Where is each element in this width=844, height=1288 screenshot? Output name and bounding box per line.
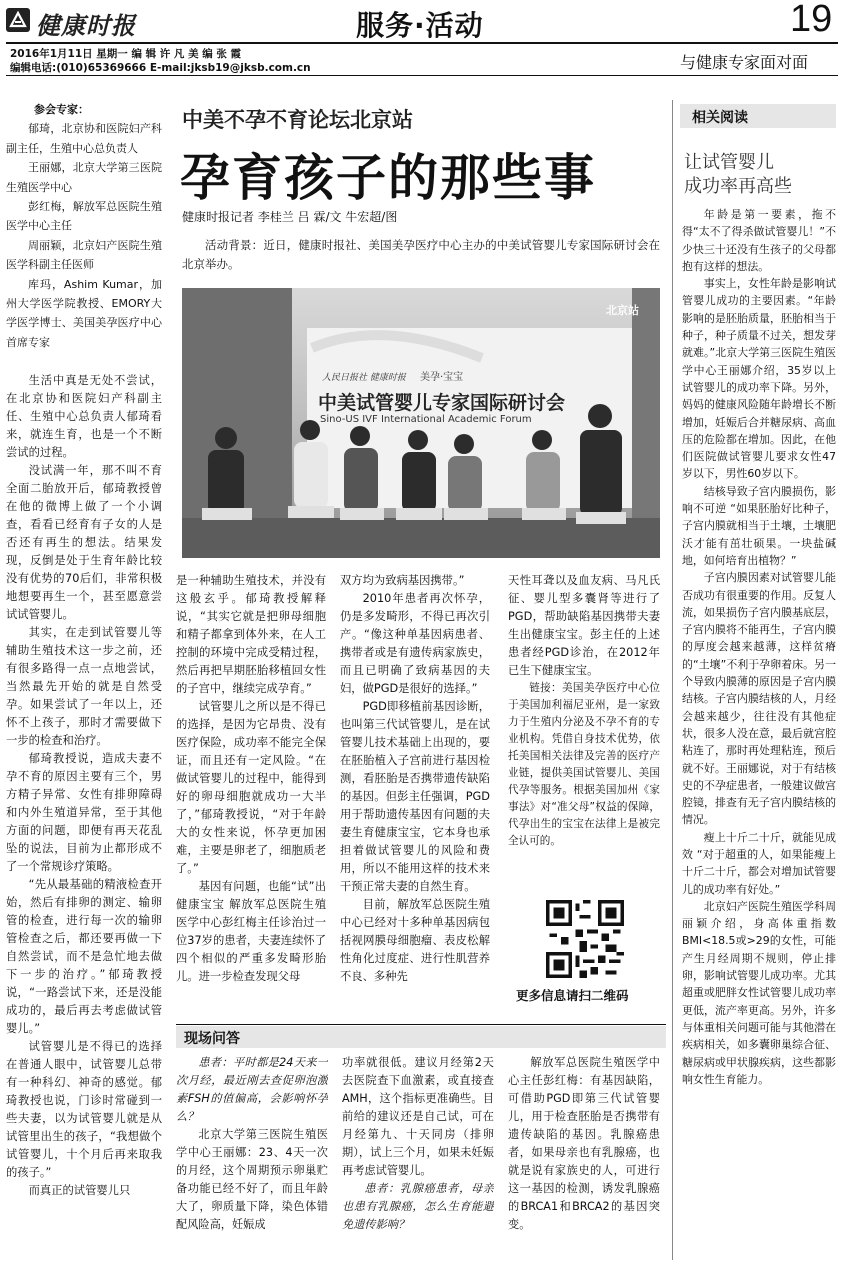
article-byline: 健康时报记者 李桂兰 吕 霖/文 牛宏超/图 xyxy=(182,210,398,224)
sidebar-title-line-1: 让试管婴儿 xyxy=(684,152,774,173)
masthead-info-contact: 编辑电话:(010)65369666 E-mail:jksb19@jksb.com.cn xyxy=(10,62,311,74)
experts-box xyxy=(6,100,162,360)
forum-photo xyxy=(182,288,660,558)
qr-caption: 更多信息请扫二维码 xyxy=(516,988,629,1003)
qa-column-2: 功率就很低。建议月经第2天去医院查下血激素，或直接查AMH，这个指标更准确些。目前给的建议还是自己试，可在月经第九、十天同房（排卵期），试上三个月，如果未妊娠再考虑试管婴儿。 患者：乳腺癌患者，母亲也患有乳腺癌，怎么生育能避免遗传影响？ xyxy=(342,1056,494,1231)
expert-entry: 库玛，Ashim Kumar，加州大学医学院教授、EMORY大学医学博士、美国美孕医疗中心首席专家 xyxy=(6,277,162,349)
photo-logo-2: 美孕·宝宝 xyxy=(420,372,464,383)
article-kicker: 中美不孕不育论坛北京站 xyxy=(182,108,413,132)
photo-banner-cn: 中美试管婴儿专家国际研讨会 xyxy=(318,392,566,414)
photo-banner-en: Sino-US IVF International Academic Forum xyxy=(320,414,532,425)
link-note: 链接：美国美孕医疗中心位于美国加利福尼亚州，是一家致力于生殖内分泌及不孕不育的专业机构。凭借自身技术优势，依托美国相关法律及完善的医疗产业链，提供美国试管婴儿、美国代孕等服务。根据美国加州《家事法》对“准父母”权益的保障，代孕出生的宝宝在法律上是被完全认可的。 xyxy=(508,682,660,847)
expert-entry: 郁琦，北京协和医院妇产科副主任，生殖中心总负责人 xyxy=(6,122,162,155)
section-title: 服务·活动 xyxy=(356,9,484,42)
photo-logo-1: 人民日报社 健康时报 xyxy=(322,373,406,383)
qa-column-1: 患者：平时都是24天来一次月经，最近刚去查促卵泡激素FSH的值偏高，会影响怀孕么？ 北京大学第三医院生殖医学中心王丽娜：23、4天一次的月经，这个周期预示卵巢贮备功能已经不好了，而且年龄大了，卵质量下降，染色体错配风险高，妊娠成 xyxy=(176,1056,328,1231)
body-column-4: 天性耳聋以及血友病、马凡氏征、婴儿型多囊肾等进行了PGD，帮助缺陷基因携带夫妻生出健康宝宝。彭主任的上述患者经PGD诊治，在2012年已生下健康宝宝。 链接：美国美孕医疗中心位于美国加利福尼亚州，是一家致力于生殖内分泌及不孕不育的专业机构。凭借自身技术优势，依托美国相关法律及完善的医疗产业链，提供美国试管婴儿、美国代孕等服务。根据美国加州《家事法》对“准父母”权益的保障，代孕出生的宝宝在法律上是被完全认可的。 xyxy=(508,572,660,872)
experts-title: 参会专家： xyxy=(34,103,89,116)
qr-code-icon xyxy=(546,900,624,978)
sidebar-label: 相关阅读 xyxy=(692,110,748,126)
photo-corner-text: 北京站 xyxy=(606,304,639,317)
expert-entry: 彭红梅，解放军总医院生殖医学中心主任 xyxy=(6,200,162,233)
sidebar-label-box xyxy=(680,104,836,128)
body-column-2: 是一种辅助生殖技术，并没有这般玄乎。郁琦教授解释说，“其实它就是把卵母细胞和精子都拿到体外来，在人工控制的环境中完成受精过程，然后再把早期胚胎移植回女性的子宫中，继续完成孕育。” 试管婴儿之所以是不得已的选择，是因为它昂贵、没有医疗保险，成功率不能完全保证，而且还有一定风险。“在做试管婴儿的过程中，能得到好的卵母细胞就成功一大半了，”郁琦教授说，“对于年龄大的女性来说，怀孕更加困难，主要是卵老了，细胞质老了。” 基因有问题，也能“试”出健康宝宝 解放军总医院生殖医学中心彭红梅主任诊治过一位37岁的患者，夫妻连续怀了四个相似的严重多发畸形胎儿。进一步检查发现父母 xyxy=(176,574,326,983)
article-lead: 活动背景：近日，健康时报社、美国美孕医疗中心主办的中美试管婴儿专家国际研讨会在北京举办。 xyxy=(182,238,660,271)
sidebar-body: 年龄是第一要素，拖不得“太不了得杀做试管婴儿！”不少快三十还没有生孩子的父母都抱有这样的想法。 事实上，女性年龄是影响试管婴儿成功的主要因素。“年龄影响的是胚胎质量，胚胎相当于种子，种子质量不过关，想发芽就难。”北京大学第三医院生殖医学中心王丽娜介绍，35岁以上试管婴儿的成功率下降。另外，妈妈的健康风险随年龄增长不断增加，妊娠后合并糖尿病、高血压的危险都在增加。因此，在他们医院做试管婴儿要求女性47岁以下，男性60岁以下。 结核导致子宫内膜损伤，影响不可逆 “如果胚胎好比种子，子宫内膜就相当于土壤，土壤肥沃才能有茁壮硕果。一块盐碱地，如何培育出植物？” 子宫内膜因素对试管婴儿能否成功有很重要的作用。反复人流，如果损伤子宫内膜基底层，子宫内膜将不能再生，子宫内膜的厚度会越来越薄，这样贫瘠的“土壤”不利于孕卵着床。另一个导致内膜薄的原因是子宫内膜结核。子宫内膜结核的人，月经会越来越少，往往没有其他症状，很多人没在意，最后就宫腔粘连了，那时再处理粘连，预后就不好。王丽娜说，对于有结核史的不孕症患者，一般建议做宫腔镜，排查有无子宫内膜结核的情况。 瘦上十斤二十斤，就能见成效 “对于超重的人，如果能瘦上十斤二十斤，都会对增加试管婴儿的成功率有好处。” 北京妇产医院生殖医学科周丽颖介绍，身高体重指数BMI<18.5或>29的女性，可能产生月经周期不规则，停止排卵，影响试管婴儿成功率。尤其超重或肥胖女性试管婴儿成功率更低，流产率更高。另外，许多与体重相关问题可能与其他潜在疾病相关，如多囊卵巢综合征、糖尿病或甲状腺疾病，这些都影响女性生育能力。 xyxy=(682,208,836,1086)
masthead-info-date: 2016年1月11日 星期一 编 辑 许 凡 美 编 张 霞 xyxy=(10,48,242,60)
article-headline: 孕育孩子的那些事 xyxy=(180,148,596,207)
column-name: 与健康专家面对面 xyxy=(680,53,809,72)
page-number: 19 xyxy=(790,0,833,40)
qa-top-rule xyxy=(176,1024,666,1025)
sidebar-divider xyxy=(672,100,673,1260)
masthead-rule xyxy=(6,42,838,44)
qa-title-box xyxy=(176,1026,666,1048)
body-column-3: 双方均为致病基因携带。” 2010年患者再次怀孕，仍是多发畸形，不得已再次引产。“像这种单基因病患者、携带者或是有遗传病家族史，而且已明确了致病基因的夫妇，做PGD是很好的选择。” PGD即移植前基因诊断，也叫第三代试管婴儿，是在试管婴儿技术基础上出现的，要在胚胎植入子宫前进行基因检测，看胚胎是否携带遗传缺陷的基因。但彭主任强调，PGD用于帮助遗传基因有问题的夫妻生育健康宝宝，它本身也承担着做试管婴儿的风险和费用，所以不能用这样的技术来干预正常夫妻的自然生育。 目前，解放军总医院生殖中心已经对十多种单基因病包括视网膜母细胞瘤、表皮松解性角化过度症、进行性肌营养不良、多种先 xyxy=(340,574,490,983)
qa-title: 现场问答 xyxy=(184,1031,240,1047)
masthead-bottom-rule xyxy=(6,75,838,76)
qa-column-3: 解放军总医院生殖医学中心主任彭红梅：有基因缺陷，可借助PGD即第三代试管婴儿，用于检查胚胎是否携带有遗传缺陷的基因。乳腺癌患者，如果母亲也有乳腺癌，也就是说有家族史的人，可进行这一基因的检测，诱发乳腺癌的BRCA1和BRCA2的基因突变。 xyxy=(508,1056,660,1231)
paper-name: 健康时报 xyxy=(36,11,136,40)
masthead xyxy=(0,0,844,80)
paper-logo-icon xyxy=(6,8,30,32)
expert-entry: 王丽娜，北京大学第三医院生殖医学中心 xyxy=(6,161,162,194)
qr-code[interactable] xyxy=(546,900,624,978)
expert-entry: 周丽颖，北京妇产医院生殖医学科副主任医师 xyxy=(6,238,162,272)
sidebar-title-line-2: 成功率再高些 xyxy=(684,176,792,197)
body-column-1: 生活中真是无处不尝试，在北京协和医院妇产科副主任、生殖中心总负责人郁琦看来，就连生育，也是一个不断尝试的过程。 没试满一年，那不叫不育 全面二胎放开后，郁琦教授曾在他的微博上做了一个小调查，看看已经育有子女的人是否还有再生的想法。结果发现，反倒是处于生育年龄比较没有优势的70后们，非常积极地想要再生一个，甚至愿意尝试试管婴儿。 其实，在走到试管婴儿等辅助生殖技术这一步之前，还有很多路得一点一点地尝试，当然最先开始的就是自然受孕。如果尝试了一年以上，还怀不上孩子，那时才需要做下一步的检查和治疗。 郁琦教授说，造成夫妻不孕不育的原因主要有三个，男方精子异常、女性有排卵障碍和内外生殖道异常，至于其他方面的问题，即便有再天花乱坠的说法，目前为止都形成不了一个常规诊疗策略。 “先从最基础的精液检查开始，然后有排卵的测定、输卵管的检查，进行每一次的输卵管检查之后，都还要再做一下自然尝试，而不是急忙地去做下一步的治疗。”郁琦教授说，“一路尝试下来，还是没能成功的，最后再去考虑做试管婴儿。” 试管婴儿是不得已的选择 在普通人眼中，试管婴儿总带有一种科幻、神奇的感觉。郁琦教授也说，门诊时常碰到一些夫妻，以为试管婴儿就是从试管里出生的孩子，“我想做个试管婴儿，十个月后再来取我的孩子。” 而真正的试管婴儿只 xyxy=(6,374,162,1197)
